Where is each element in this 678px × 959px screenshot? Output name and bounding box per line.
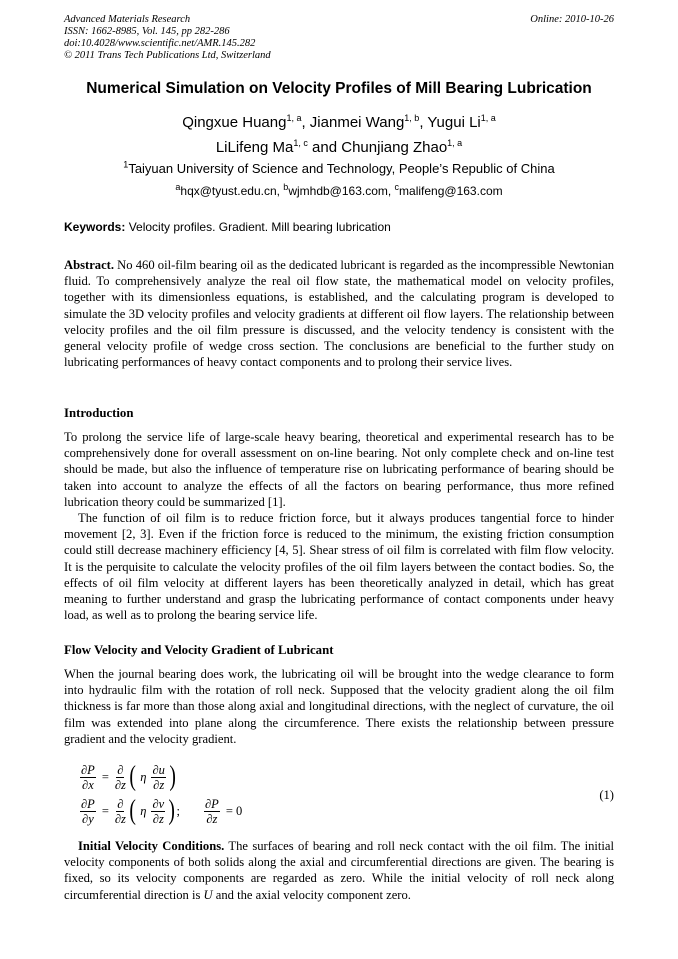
eta-symbol: η: [140, 803, 147, 818]
right-paren: ): [169, 761, 176, 792]
paragraph: To prolong the service life of large-scale heavy bearing, theoretical and experimental research has to be comprehensively done for overall assessment on on-line bearing. Not only complete check and on-line test should be made, but also the influence of temperature rise on lubricating performance of bearing should be taken into account to analyze the effects of all the factors on bearing performance, thus more refined lubrication theory could be summarized [1].: [64, 430, 614, 509]
author-emails: [40, 184, 638, 198]
paper-title: Numerical Simulation on Velocity Profiles of Mill Bearing Lubrication: [86, 80, 592, 97]
author-affil-mark: 1, a: [480, 113, 496, 123]
fraction: $\frac{\partial v}{\partial z}$: [152, 796, 165, 826]
introduction-body: [64, 429, 614, 623]
affiliation-mark: 1: [123, 159, 129, 170]
author-name: , Jianmei Wang: [301, 114, 405, 131]
email-mark: c: [394, 182, 400, 192]
paragraph-text: The surfaces of bearing and roll neck contact with the oil film. The initial velocity components of both solids along the axial and circumferential directions are given. The bearing is fixed, so its velocity components are regarded as zero. While the initial velocity of roll neck along circumferential direction is: [64, 839, 614, 902]
keywords: [64, 220, 614, 234]
equals-zero: = 0: [225, 803, 243, 818]
fraction: $\frac{\partial}{\partial z}$: [114, 762, 126, 792]
section-heading-flow-velocity: Flow Velocity and Velocity Gradient of Lubricant: [64, 643, 334, 657]
abstract-label: Abstract.: [64, 258, 115, 272]
affiliation-text: Taiyuan University of Science and Technology, People’s Republic of China: [128, 161, 555, 176]
author-affil-mark: 1, b: [404, 113, 420, 123]
paragraph: The function of oil film is to reduce friction force, but it always produces tangential force to hinder movement [2, 3]. Even if the friction force is reduced to the minimum, the existing friction consumption could still decrease machinery efficiency [4, 5]. Shear stress of oil film is correlated with film flow velocity. It is the perquisite to calculate the velocity profiles of the oil film layers between the contact bodies. So, the effects of oil film velocity at different layers has been theoretically analyzed in detail, which has great meaning to further understand and grasp the lubricating performance of contact components under heavy load, as well as to prolong the bearing service life.: [64, 511, 614, 623]
fraction: $\frac{\partial}{\partial z}$: [114, 796, 126, 826]
keywords-label: Keywords:: [64, 220, 126, 234]
author-line-1: [40, 114, 638, 131]
paragraph: When the journal bearing does work, the lubricating oil will be brought into the wedge clearance to form into hydraulic film with the rotation of roll neck. Supposed that the velocity gradient along the oil film thickness is far more than those along axial and longitudinal directions, with the neglect of curvature, the oil film was extended into plane along the circumference. There exists the relationship between pressure gradient and the velocity gradient.: [64, 667, 614, 746]
equals-sign: =: [101, 769, 109, 784]
abstract-text: No 460 oil-film bearing oil as the dedicated lubricant is regarded as the incompressible Newtonian fluid. To comprehensively analyze the real oil flow state, the mathematical model on velocity profiles, together with its dimensionless equations, is established, and the calculating program is developed to simulate the 3D velocity profiles and velocity gradients at different oil flow layers. The relationship between velocity profiles and the oil film pressure is discussed, and the velocity tendency is consistent with the general velocity profile of wedge cross section. The conclusions are beneficial to the further study on lubricating performances of heavy contact components and to prolong their service lives.: [64, 258, 614, 370]
fraction: $\frac{\partial u}{\partial z}$: [152, 762, 165, 792]
section-heading-introduction: Introduction: [64, 406, 134, 420]
author-name: , Yugui Li: [419, 114, 481, 131]
author-name: and Chunjiang Zhao: [307, 139, 448, 156]
initial-conditions-label: Initial Velocity Conditions.: [78, 839, 225, 853]
author-name: Qingxue Huang: [182, 114, 287, 131]
email-mark: b: [283, 182, 289, 192]
fraction: $\frac{\partial P}{\partial y}$: [81, 796, 95, 826]
paragraph-text: and the axial velocity component zero.: [212, 887, 411, 902]
equation-row: [78, 760, 246, 794]
initial-conditions-body: [64, 838, 614, 903]
author-affil-mark: 1, a: [286, 113, 302, 123]
equation-1: [78, 760, 246, 828]
email-link[interactable]: malifeng@163.com: [399, 184, 503, 198]
abstract: [64, 257, 614, 370]
copyright-line: © 2011 Trans Tech Publications Ltd, Switzerland: [64, 50, 271, 61]
equation-number: (1): [599, 788, 614, 802]
fraction: $\frac{\partial P}{\partial z}$: [205, 796, 219, 826]
email-mark: a: [175, 182, 181, 192]
eta-symbol: η: [140, 769, 147, 784]
equals-sign: =: [101, 803, 109, 818]
symbol-U: U: [203, 887, 213, 902]
affiliation: [40, 161, 638, 176]
fraction: $\frac{\partial P}{\partial x}$: [81, 762, 95, 792]
author-affil-mark: 1, a: [447, 138, 463, 148]
journal-name: Advanced Materials Research: [64, 14, 191, 25]
issn-line: ISSN: 1662-8985, Vol. 145, pp 282-286: [64, 26, 230, 37]
author-line-2: [40, 139, 638, 156]
online-date: Online: 2010-10-26: [530, 14, 614, 25]
doi-line: doi:10.4028/www.scientific.net/AMR.145.282: [64, 38, 256, 49]
author-affil-mark: 1, c: [293, 138, 308, 148]
separator: ;: [176, 803, 180, 818]
right-paren: ): [168, 795, 176, 826]
left-paren: (: [129, 761, 136, 792]
left-paren: (: [129, 795, 136, 826]
email-link[interactable]: wjmhdb@163.com,: [288, 184, 395, 198]
equation-row: [78, 794, 246, 828]
author-name: LiLifeng Ma: [215, 139, 294, 156]
flow-velocity-body: [64, 666, 614, 747]
keywords-text: Velocity profiles. Gradient. Mill bearing lubrication: [125, 220, 391, 234]
email-link[interactable]: hqx@tyust.edu.cn,: [180, 184, 284, 198]
journal-header: [64, 14, 614, 62]
